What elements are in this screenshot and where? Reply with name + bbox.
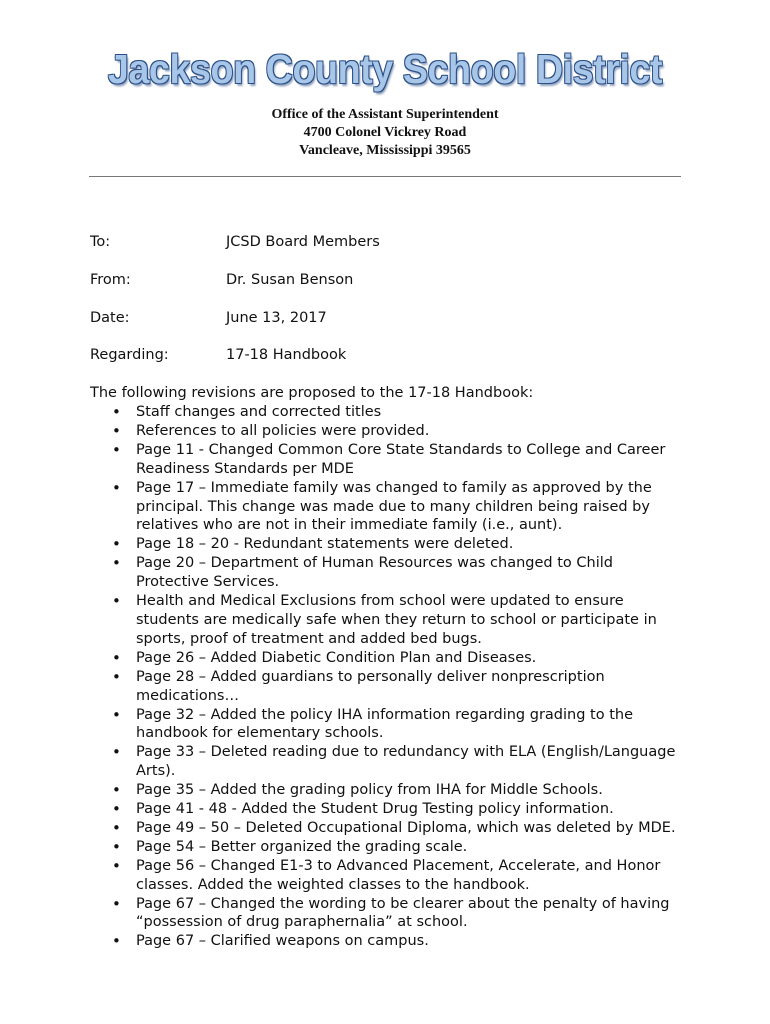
office-address: 4700 Colonel Vickrey Road [303, 125, 467, 140]
list-item: • Page 20 – Department of Human Resources was changed to Child Protective Services. [90, 554, 690, 592]
office-name: Office of the Assistant Superintendent [271, 107, 499, 122]
list-item: • Page 26 – Added Diabetic Condition Plan and Diseases. [90, 649, 690, 668]
list-item: • Page 49 – 50 – Deleted Occupational Diploma, which was deleted by MDE. [90, 819, 690, 838]
list-item: • Page 33 – Deleted reading due to redundancy with ELA (English/Language Arts). [90, 743, 690, 781]
list-item: • Page 41 - 48 - Added the Student Drug Testing policy information. [90, 800, 690, 819]
office-block [0, 106, 770, 160]
list-item: • Page 54 – Better organized the grading scale. [90, 838, 690, 857]
list-item: • Health and Medical Exclusions from school were updated to ensure students are medically safe when they return to school or participate in sports, proof of treatment and added bed bugs. [90, 592, 690, 649]
regarding-label: Regarding: [90, 347, 169, 363]
list-item: • Page 32 – Added the policy IHA information regarding grading to the handbook for elementary schools. [90, 706, 690, 744]
list-item: • Page 35 – Added the grading policy from IHA for Middle Schools. [90, 781, 690, 800]
header-divider [89, 176, 681, 177]
list-item: • Staff changes and corrected titles [90, 403, 690, 422]
list-item: • Page 67 – Clarified weapons on campus. [90, 932, 690, 951]
list-item: • Page 18 – 20 - Redundant statements were deleted. [90, 535, 690, 554]
date-value: June 13, 2017 [226, 310, 327, 326]
office-city: Vancleave, Mississippi 39565 [299, 143, 471, 158]
from-value: Dr. Susan Benson [226, 272, 354, 288]
intro-paragraph: The following revisions are proposed to the 17-18 Handbook: [90, 385, 534, 401]
district-name: Jackson County School District [107, 46, 663, 92]
regarding-value: 17-18 Handbook [226, 347, 347, 363]
list-item: • Page 67 – Changed the wording to be clearer about the penalty of having “possession of drug paraphernalia” at school. [90, 895, 690, 933]
list-item: • References to all policies were provided. [90, 422, 690, 441]
date-label: Date: [90, 310, 130, 326]
list-item: • Page 28 – Added guardians to personally deliver nonprescription medications… [90, 668, 690, 706]
to-value: JCSD Board Members [226, 234, 380, 250]
list-item: • Page 11 - Changed Common Core State Standards to College and Career Readiness Standards per MDE [90, 441, 690, 479]
revisions-list [90, 403, 690, 951]
to-label: To: [90, 234, 111, 250]
list-item: • Page 17 – Immediate family was changed to family as approved by the principal. This change was made due to many children being raised by relatives who are not in their immediate family (i.e., aunt). [90, 479, 690, 536]
from-label: From: [90, 272, 131, 288]
list-item: • Page 56 – Changed E1-3 to Advanced Placement, Accelerate, and Honor classes. Added the weighted classes to the handbook. [90, 857, 690, 895]
district-masthead [31, 46, 739, 93]
